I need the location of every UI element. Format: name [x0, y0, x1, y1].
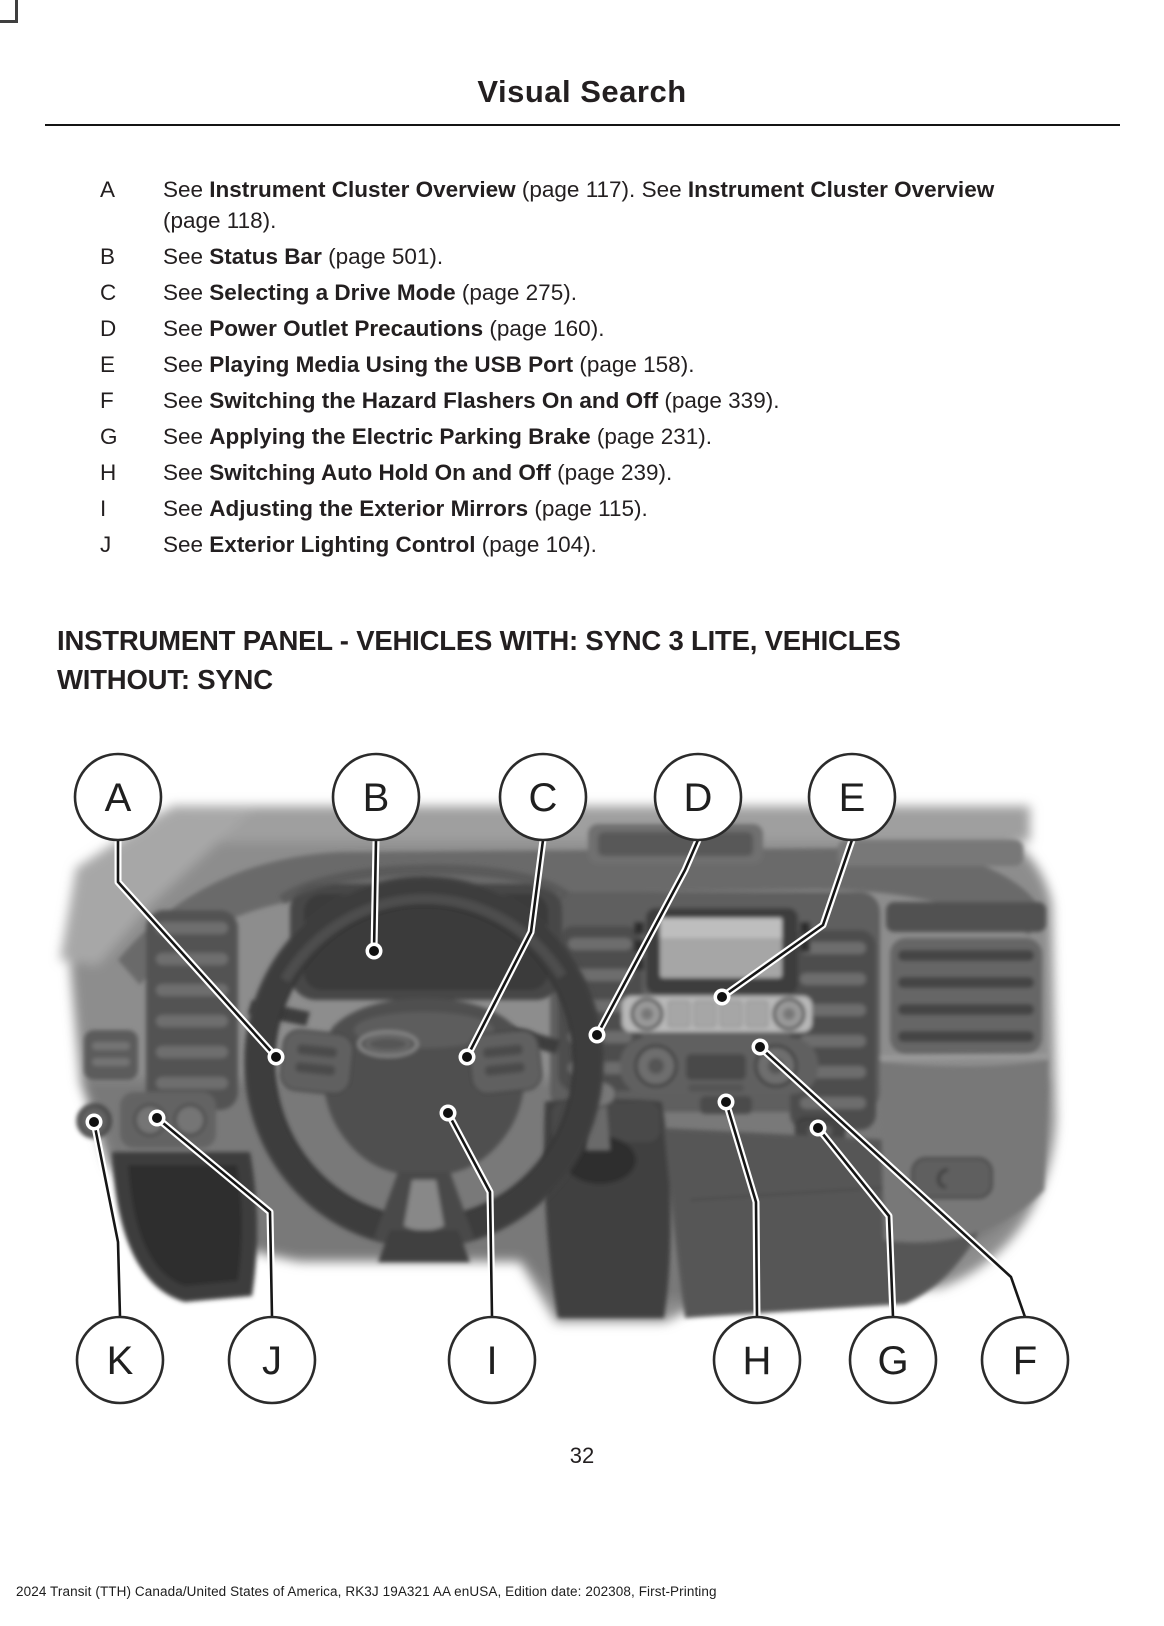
svg-text:B: B — [362, 776, 390, 820]
callout-d — [655, 754, 741, 840]
dashboard-illustration — [60, 806, 1056, 1322]
reference-item-B — [100, 241, 1045, 272]
reference-item-H — [100, 457, 1045, 488]
callout-k — [77, 1317, 163, 1403]
instrument-panel-diagram — [40, 742, 1124, 1414]
reference-item-C — [100, 277, 1045, 308]
svg-text:H: H — [742, 1339, 772, 1383]
reference-item-D — [100, 313, 1045, 344]
svg-text:F: F — [1012, 1339, 1038, 1383]
reference-text: See Exterior Lighting Control (page 104). — [163, 532, 597, 557]
section-heading-line1: INSTRUMENT PANEL - VEHICLES WITH: SYNC 3 LITE, VEHICLES — [57, 625, 901, 656]
reference-text: See Instrument Cluster Overview (page 117). See Instrument Cluster Overview (page 118). — [163, 177, 995, 233]
callout-f — [982, 1317, 1068, 1403]
page-number: 32 — [569, 1443, 595, 1468]
title-rule — [45, 124, 1120, 126]
reference-text: See Adjusting the Exterior Mirrors (page 115). — [163, 496, 648, 521]
footer-text: 2024 Transit (TTH) Canada/United States of America, RK3J 19A321 AA enUSA, Edition date: 202308, First-Printing — [16, 1584, 717, 1599]
reference-text: See Switching Auto Hold On and Off (page 239). — [163, 460, 673, 485]
reference-item-I — [100, 493, 1045, 524]
section-heading-line2: WITHOUT: SYNC — [57, 664, 273, 695]
reference-letter: A — [100, 177, 116, 202]
reference-letter: E — [100, 352, 116, 377]
callout-g — [850, 1317, 936, 1403]
callout-e — [809, 754, 895, 840]
reference-text: See Playing Media Using the USB Port (page 158). — [163, 352, 695, 377]
svg-text:D: D — [683, 776, 713, 820]
svg-text:K: K — [106, 1339, 134, 1383]
corner-crop-mark-horizontal — [0, 20, 18, 23]
reference-item-E — [100, 349, 1045, 380]
callout-j — [229, 1317, 315, 1403]
leader-b — [374, 840, 376, 951]
svg-text:I: I — [486, 1339, 498, 1383]
svg-text:G: G — [877, 1339, 909, 1383]
reference-letter: J — [100, 532, 112, 557]
reference-item-J — [100, 529, 1045, 560]
page-title: Visual Search — [477, 74, 687, 109]
reference-text: See Selecting a Drive Mode (page 275). — [163, 280, 577, 305]
reference-letter: D — [100, 316, 117, 341]
reference-letter: G — [100, 424, 118, 449]
svg-text:C: C — [528, 776, 558, 820]
callout-h — [714, 1317, 800, 1403]
reference-item-F — [100, 385, 1045, 416]
reference-item-A — [100, 174, 1045, 236]
reference-letter: C — [100, 280, 117, 305]
reference-letter: I — [100, 496, 107, 521]
reference-item-G — [100, 421, 1045, 452]
callout-i — [449, 1317, 535, 1403]
reference-text: See Status Bar (page 501). — [163, 244, 444, 269]
callout-b — [333, 754, 419, 840]
reference-letter: H — [100, 460, 117, 485]
reference-text: See Power Outlet Precautions (page 160). — [163, 316, 605, 341]
reference-text: See Switching the Hazard Flashers On and Off (page 339). — [163, 388, 780, 413]
svg-text:A: A — [104, 776, 132, 820]
callout-c — [500, 754, 586, 840]
svg-text:E: E — [838, 776, 866, 820]
section-heading — [57, 621, 1067, 699]
reference-list — [100, 174, 1045, 565]
callout-a — [75, 754, 161, 840]
reference-text: See Applying the Electric Parking Brake (page 231). — [163, 424, 713, 449]
reference-letter: F — [100, 388, 114, 413]
svg-text:J: J — [262, 1339, 282, 1383]
reference-letter: B — [100, 244, 116, 269]
